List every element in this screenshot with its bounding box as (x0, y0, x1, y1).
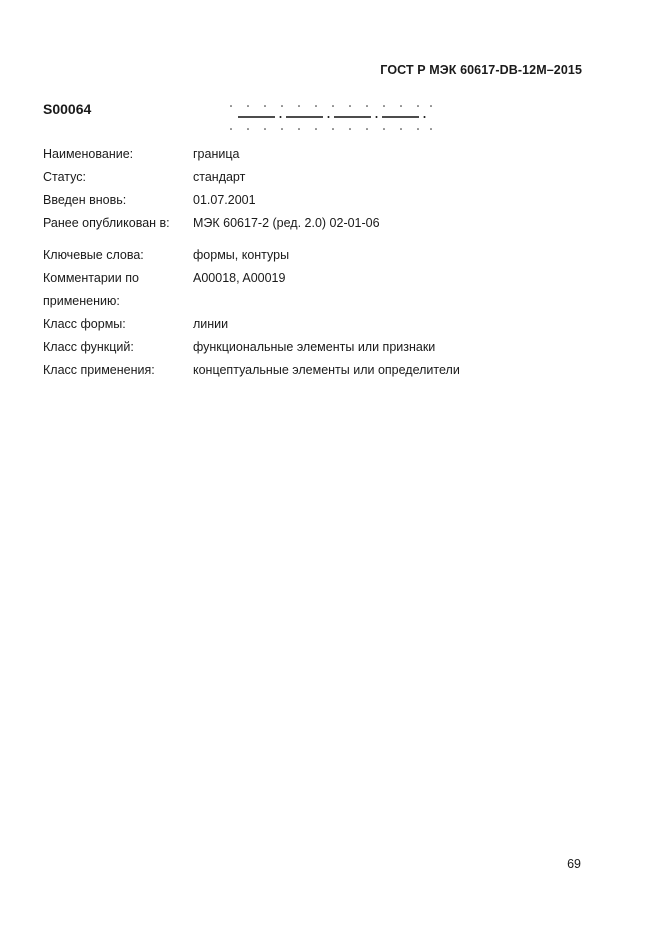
field-function-class (43, 336, 603, 359)
field-keywords (43, 244, 603, 267)
field-previously-published (43, 212, 603, 235)
field-value: A00018, A00019 (193, 271, 286, 285)
field-label: Ключевые слова: (43, 248, 144, 262)
boundary-symbol (228, 103, 434, 133)
field-value: концептуальные элементы или определители (193, 363, 460, 377)
field-application-class (43, 359, 603, 382)
page-number: 69 (567, 857, 581, 871)
field-label: Комментарии по (43, 271, 139, 285)
document-header: ГОСТ Р МЭК 60617-DB-12M–2015 (380, 63, 582, 77)
field-name (43, 143, 603, 166)
field-label: Введен вновь: (43, 193, 127, 207)
field-label: Наименование: (43, 147, 134, 161)
symbol-code: S00064 (43, 101, 92, 117)
field-shape-class (43, 313, 603, 336)
symbol-attributes (43, 143, 603, 382)
field-label: применению: (43, 294, 120, 308)
field-application-notes-cont (43, 290, 603, 313)
field-value: функциональные элементы или признаки (193, 340, 436, 354)
field-status (43, 166, 603, 189)
field-label: Класс функций: (43, 340, 134, 354)
field-label: Класс применения: (43, 363, 155, 377)
field-label: Ранее опубликован в: (43, 216, 170, 230)
field-value (193, 290, 603, 313)
field-value: 01.07.2001 (193, 193, 256, 207)
field-introduced (43, 189, 603, 212)
field-value: МЭК 60617-2 (ред. 2.0) 02-01-06 (193, 216, 380, 230)
field-value: линии (193, 317, 229, 331)
field-value: формы, контуры (193, 248, 290, 262)
field-value: стандарт (193, 170, 246, 184)
field-application-notes (43, 267, 603, 290)
field-value: граница (193, 147, 240, 161)
field-label: Класс формы: (43, 317, 126, 331)
field-label: Статус: (43, 170, 86, 184)
